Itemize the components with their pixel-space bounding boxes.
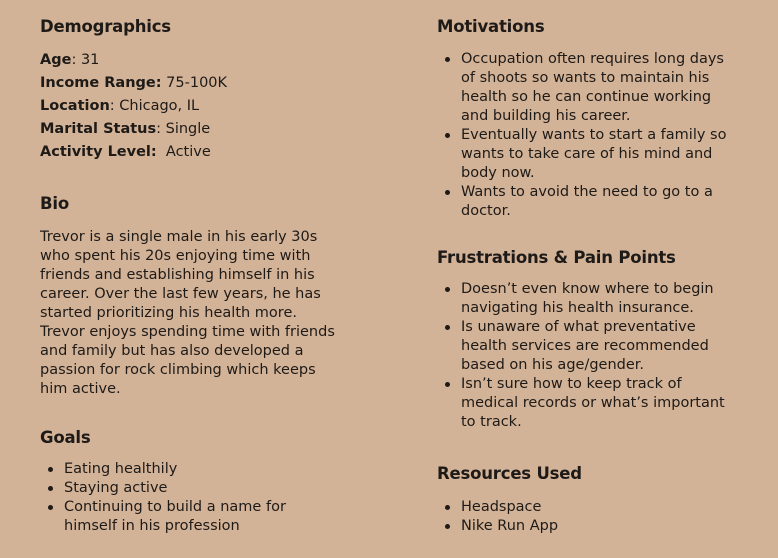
fact-age-value: 31 bbox=[80, 52, 100, 68]
list-item: Nike Run App bbox=[437, 517, 737, 536]
resources-list bbox=[437, 498, 737, 536]
list-item: Eating healthily bbox=[40, 460, 340, 479]
fact-location bbox=[40, 95, 370, 118]
fact-age-key: Age bbox=[40, 52, 72, 68]
list-item: Eventually wants to start a family so wants to take care of his mind and body now. bbox=[437, 126, 742, 183]
frustrations-heading: Frustrations & Pain Points bbox=[437, 248, 676, 267]
list-item: Doesn’t even know where to begin navigating his health insurance. bbox=[437, 280, 737, 318]
bio-section bbox=[40, 193, 370, 399]
goals-list bbox=[40, 460, 340, 536]
list-item: Occupation often requires long days of shoots so wants to maintain his health so he can continue working and building his career. bbox=[437, 50, 742, 126]
motivations-section bbox=[437, 16, 767, 221]
fact-activity-level bbox=[40, 141, 370, 164]
goals-section bbox=[40, 427, 370, 536]
demographics-list bbox=[40, 49, 370, 164]
demographics-heading: Demographics bbox=[40, 17, 171, 36]
resources-section bbox=[437, 463, 767, 536]
motivations-list bbox=[437, 50, 742, 221]
fact-activity-value: Active bbox=[165, 144, 211, 160]
list-item: Is unaware of what preventative health services are recommended based on his age/gender. bbox=[437, 318, 737, 375]
frustrations-list bbox=[437, 280, 737, 432]
list-item: Wants to avoid the need to go to a doctor. bbox=[437, 183, 742, 221]
fact-activity-key: Activity Level: bbox=[40, 144, 157, 160]
fact-income bbox=[40, 72, 370, 95]
list-item: Isn’t sure how to keep track of medical records or what’s important to track. bbox=[437, 375, 737, 432]
fact-age-sep: : bbox=[71, 52, 81, 68]
fact-marital-sep: : bbox=[156, 121, 166, 137]
frustrations-section bbox=[437, 247, 767, 432]
fact-activity-sep bbox=[157, 144, 166, 160]
bio-text: Trevor is a single male in his early 30s who spent his 20s enjoying time with friends and establishing himself in his career. Over the last few years, he has started prioritizing his health more. Trevor enjoys spending time with friends and family but has also developed a passion for rock climbing which keeps him active. bbox=[40, 229, 335, 397]
goals-heading: Goals bbox=[40, 428, 91, 447]
fact-marital-status bbox=[40, 118, 370, 141]
fact-marital-key: Marital Status bbox=[40, 121, 157, 137]
fact-age bbox=[40, 49, 370, 72]
fact-location-key: Location bbox=[40, 98, 110, 114]
list-item: Continuing to build a name for himself in his profession bbox=[40, 498, 340, 536]
bio-heading: Bio bbox=[40, 194, 69, 213]
fact-location-sep: : bbox=[109, 98, 120, 114]
fact-marital-value: Single bbox=[165, 121, 211, 137]
resources-heading: Resources Used bbox=[437, 464, 582, 483]
list-item: Staying active bbox=[40, 479, 340, 498]
demographics-section bbox=[40, 16, 370, 164]
fact-income-value: 75-100K bbox=[166, 75, 228, 91]
fact-income-key: Income Range: bbox=[40, 75, 162, 91]
list-item: Headspace bbox=[437, 498, 737, 517]
motivations-heading: Motivations bbox=[437, 17, 545, 36]
fact-location-value: Chicago, IL bbox=[119, 98, 200, 114]
